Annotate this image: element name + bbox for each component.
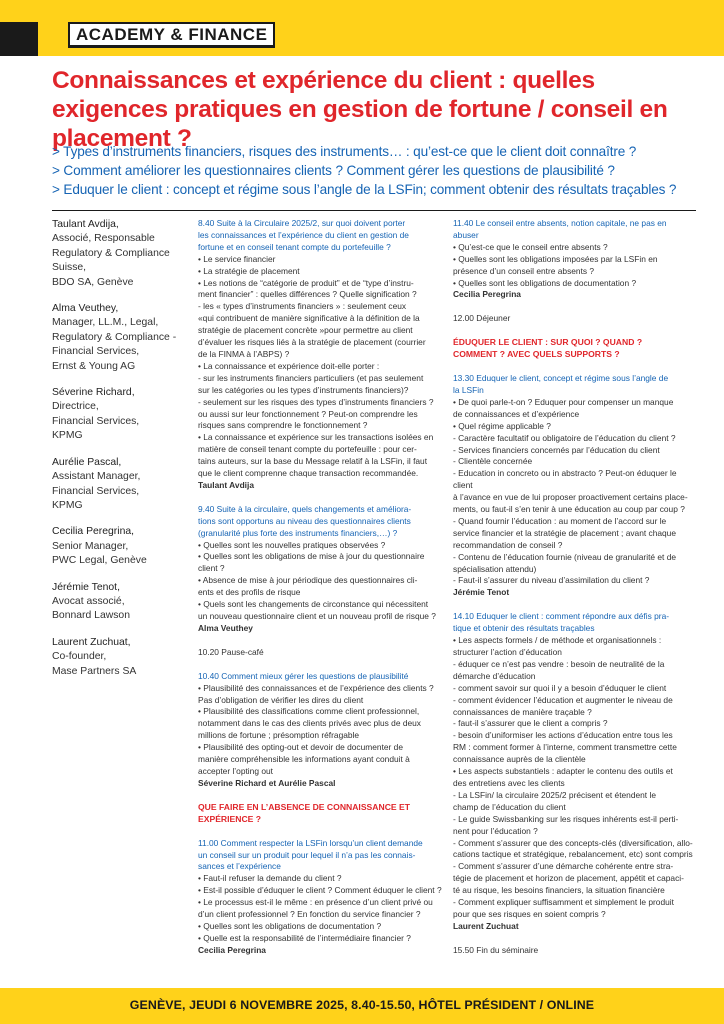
session-bullet-line: - Caractère facultatif ou obligatoire de l’éducation du client ?: [453, 432, 676, 443]
session-bullet-line: spécialisation attendu): [453, 563, 537, 574]
speaker-role-line: Financial Services,: [52, 415, 140, 427]
session-bullet-line: manière compréhensible les informations ayant conduit à: [198, 754, 410, 765]
session-bullet-line: structurer l’action d’éducation: [453, 647, 562, 657]
session-bullet-line: cations tactique et stratégique, rebalancement, etc) sont compris: [453, 849, 693, 860]
session-bullet-line: millions de fortune ; présomption réfragable: [198, 730, 360, 741]
session-bullet-line: - Comment expliquer suffisamment et simplement le produit: [453, 897, 674, 908]
session-bullet-line: • Quelles sont les obligations imposées par la LSFin en: [453, 253, 658, 264]
session-bullet-line: - besoin d’uniformiser les actions d’éducation entre tous les: [453, 730, 673, 741]
speaker-role-line: Associé, Responsable: [52, 233, 155, 245]
session-bullet-line: • Quelles sont les obligations de documentation ?: [198, 920, 382, 931]
session-title-line: 8.40 Suite à la Circulaire 2025/2, sur quoi doivent porter: [198, 218, 406, 228]
session-bullet-line: présence d’un conseil entre absents ?: [453, 265, 595, 276]
session-bullet-line: • Plausibilité des connaissances et de l’expérience des clients ?: [198, 682, 434, 693]
session-bullet-line: • De quoi parle-t-on ? Eduquer pour compenser un manque: [453, 396, 674, 407]
session-bullet-line: ou aussi sur leur fonctionnement ? Peut-on comprendre les: [198, 408, 418, 419]
session-bullet-line: RM : comment former à l’interne, comment transmettre cette: [453, 742, 677, 753]
session-bullet-line: que le client comprenne chaque transaction recommandée.: [198, 468, 419, 479]
session-bullet-line: • Quelles sont les obligations de mise à jour du questionnaire: [198, 551, 425, 562]
session-speaker: Taulant Avdija: [198, 479, 254, 490]
speaker-card: [52, 581, 192, 624]
session-speaker: Cecilia Peregrina: [453, 289, 521, 300]
speaker-name: Aurélie Pascal,: [52, 456, 122, 468]
speaker-card: [52, 636, 192, 679]
speaker-role-line: Regulatory & Compliance: [52, 247, 170, 259]
program-column-middle: [198, 218, 442, 969]
session-bullet-line: - éduquer ce n’est pas vendre : besoin de neutralité de la: [453, 658, 665, 669]
session-bullet-line: un nouveau questionnaire client et un nouveau profil de risque ?: [198, 611, 436, 621]
section-heading: [198, 802, 442, 826]
session-bullet-line: • Absence de mise à jour périodique des questionnaires cli-: [198, 575, 418, 586]
session-speaker: Jérémie Tenot: [453, 587, 510, 598]
section-heading-line: EXPÉRIENCE ?: [198, 813, 262, 824]
session-bullet-line: - Faut-il s’assurer du niveau d’assimilation du client ?: [453, 575, 650, 586]
session-title-line: 9.40 Suite à la circulaire, quels changements et améliora-: [198, 503, 412, 514]
session-bullet-line: démarche d’éducation: [453, 670, 536, 681]
speaker-name: Séverine Richard,: [52, 387, 135, 399]
program-column-right: [453, 218, 697, 969]
session-bullet-line: • Quelles sont les nouvelles pratiques observées ?: [198, 539, 386, 550]
break-item: 12.00 Déjeuner: [453, 313, 511, 324]
speaker-role-line: KPMG: [52, 499, 83, 511]
speaker-role-line: Co-founder,: [52, 651, 107, 663]
subtitle-item: > Comment améliorer les questionnaires clients ? Comment gérer les questions de plausibilité ?: [52, 163, 615, 179]
speaker-name: Taulant Avdija,: [52, 219, 119, 230]
session-bullet-line: • Les notions de “catégorie de produit” et de “type d’instru-: [198, 277, 414, 288]
session-block: [453, 611, 697, 932]
session-bullet-line: ents et des profils de risque: [198, 587, 301, 598]
session-bullet-line: • Quels sont les changements de circonstance qui nécessitent: [198, 599, 429, 610]
session-bullet-line: d’un client professionnel ? En fonction du service financier ?: [198, 909, 421, 920]
session-bullet-line: - La LSFin/ la circulaire 2025/2 précisent et étendent le: [453, 789, 656, 800]
speaker-role-line: Financial Services,: [52, 346, 140, 358]
session-bullet-line: sur les catégories ou les types d’instruments financiers)?: [198, 384, 409, 395]
speaker-role-line: BDO SA, Genève: [52, 276, 134, 288]
speaker-role-line: Suisse,: [52, 262, 87, 274]
session-bullet-line: connaissances de manière traçable ?: [453, 706, 592, 717]
session-bullet-line: - Education in concreto ou in abstracto ? Peut-on éduquer le client: [453, 468, 677, 491]
session-bullet-line: • Est-il possible d’éduquer le client ? Comment éduquer le client ?: [198, 885, 442, 896]
session-bullet-line: • Faut-il refuser la demande du client ?: [198, 873, 342, 884]
session-title-line: 13.30 Eduquer le client, concept et régime sous l’angle de: [453, 373, 669, 384]
subtitle-list: [52, 142, 722, 200]
session-bullet-line: • La connaissance et expérience doit-elle porter :: [198, 360, 380, 371]
session-bullet-line: - comment savoir sur quoi il y a besoin d’éduquer le client: [453, 682, 667, 693]
subtitle-item: > Types d’instruments financiers, risques des instruments… : qu’est-ce que le client doit connaître ?: [52, 144, 637, 159]
session-title-line: 11.40 Le conseil entre absents, notion capitale, ne pas en: [453, 218, 667, 228]
event-info: GENÈVE, JEUDI 6 NOVEMBRE 2025, 8.40-15.50, HÔTEL PRÉSIDENT / ONLINE: [129, 998, 595, 1012]
session-title-line: un conseil sur un produit pour lequel il n’a pas les connais-: [198, 849, 416, 860]
session-bullet-line: • Le service financier: [198, 253, 276, 264]
session-bullet-line: tains auteurs, sur la base du Message relatif à la LSFin, il faut: [198, 456, 428, 467]
section-heading-line: QUE FAIRE EN L’ABSENCE DE CONNAISSANCE ET: [198, 801, 411, 812]
speaker-role-line: Senior Manager,: [52, 540, 129, 552]
session-title-line: les connaissances et l’expérience du client en gestion de: [198, 229, 409, 240]
section-heading-line: ÉDUQUER LE CLIENT : SUR QUOI ? QUAND ?: [453, 337, 643, 348]
session-bullet-line: • La connaissance et expérience sur les transactions isolées en: [198, 432, 434, 443]
session-bullet-line: - comment évidencer l’éducation et augmenter le niveau de: [453, 694, 673, 705]
session-block: [453, 373, 697, 599]
session-bullet-line: - faut-il s’assurer que le client a compris ?: [453, 718, 608, 729]
session-bullet-line: ment financier” : quelles différences ? Quelle signification ?: [198, 289, 417, 300]
break-item: 10.20 Pause-café: [198, 646, 264, 657]
session-bullet-line: • Quel régime applicable ?: [453, 420, 551, 431]
session-block: [198, 218, 442, 492]
session-title-line: abuser: [453, 229, 479, 240]
speaker-card: [52, 386, 192, 444]
session-bullet-line: accepter l’opting out: [198, 765, 273, 776]
session-bullet-line: - Clientèle concernée: [453, 456, 533, 467]
session-bullet-line: • Qu’est-ce que le conseil entre absents ?: [453, 241, 608, 252]
session-bullet-line: des entretiens avec les clients: [453, 777, 565, 788]
session-title-line: tique et obtenir des résultats traçables: [453, 623, 595, 634]
speaker-role-line: PWC Legal, Genève: [52, 555, 147, 567]
session-bullet-line: notamment dans le cas des clients privés avec plus de deux: [198, 718, 421, 729]
session-bullet-line: - Le guide Swissbanking sur les risques inhérents est-il perti-: [453, 813, 679, 824]
speaker-name: Alma Veuthey,: [52, 303, 119, 315]
session-bullet-line: à l’avance en vue de lui proposer proactivement certains place-: [453, 492, 688, 503]
speaker-name: Jérémie Tenot,: [52, 581, 120, 593]
session-bullet-line: d’évaluer les risques liés à la stratégie de placement (courrier: [198, 337, 426, 348]
session-block: [198, 504, 442, 635]
speaker-name: Cecilia Peregrina,: [52, 526, 135, 538]
session-bullet-line: - les « types d’instruments financiers » : seulement ceux: [198, 301, 407, 312]
speaker-role-line: Ernst & Young AG: [52, 360, 136, 372]
session-bullet-line: - Services financiers concernés par l’éducation du client: [453, 444, 660, 455]
session-bullet-line: service financier et la stratégie de placement ; avant chaque: [453, 527, 676, 538]
session-speaker: Séverine Richard et Aurélie Pascal: [198, 777, 336, 788]
session-bullet-line: • Les aspects formels / de méthode et organisationnels :: [453, 635, 662, 646]
session-bullet-line: - Comment s’assurer que des concepts-clés (diversification, allo-: [453, 837, 693, 848]
speaker-card: [52, 456, 192, 514]
speaker-role-line: Financial Services,: [52, 485, 140, 497]
end-item: 15.50 Fin du séminaire: [453, 944, 539, 955]
session-bullet-line: • Quelles sont les obligations de documentation ?: [453, 277, 637, 288]
session-block: [198, 838, 442, 957]
session-title-line: 11.00 Comment respecter la LSFin lorsqu’un client demande: [198, 837, 423, 848]
session-bullet-line: stratégie de placement concrète »pour permettre au client: [198, 325, 413, 336]
session-title-line: fortune et en conseil tenant compte du portefeuille ?: [198, 241, 391, 252]
session-title-line: la LSFin: [453, 384, 484, 395]
header-black-block: [0, 22, 38, 56]
speaker-card: [52, 302, 192, 374]
session-title-line: 14.10 Eduquer le client : comment répondre aux défis pra-: [453, 611, 670, 622]
session-bullet-line: pour que ses risques en soient compris ?: [453, 908, 606, 919]
session-bullet-line: de la FINMA à l’ABPS) ?: [198, 348, 290, 359]
speaker-name: Laurent Zuchuat,: [52, 636, 131, 648]
speaker-card: [52, 525, 192, 568]
session-bullet-line: - sur les instruments financiers particuliers (et pas seulement: [198, 372, 424, 383]
session-bullet-line: • Plausibilité des classifications comme client professionnel,: [198, 706, 420, 717]
session-speaker: Alma Veuthey: [198, 622, 253, 633]
session-bullet-line: - Quand fournir l’éducation : au moment de l’accord sur le: [453, 515, 667, 526]
session-block: [198, 671, 442, 790]
speaker-card: [52, 218, 192, 290]
speaker-role-line: Directrice,: [52, 401, 99, 413]
session-bullet-line: té au risque, les besoins financiers, la situation financière: [453, 885, 665, 896]
section-heading: [453, 337, 697, 361]
session-bullet-line: recommandation de conseil ?: [453, 539, 563, 550]
session-bullet-line: client ?: [198, 563, 225, 574]
speakers-column: [52, 218, 192, 691]
session-bullet-line: risques sans comprendre le fonctionnement ?: [198, 420, 368, 431]
session-bullet-line: connaissance auprès de la clientèle: [453, 754, 586, 765]
speaker-role-line: Mase Partners SA: [52, 665, 137, 677]
session-bullet-line: - Comment s’assurer d’une démarche cohérente entre stra-: [453, 861, 674, 872]
speaker-role-line: Bonnard Lawson: [52, 610, 130, 622]
page-title: Connaissances et expérience du client : quelles exigences pratiques en gestion de fortune / conseil en placement ?: [52, 67, 668, 152]
session-title-line: tions sont opportuns au niveau des questionnaires clients: [198, 515, 411, 526]
divider: [52, 210, 696, 211]
session-title-line: 10.40 Comment mieux gérer les questions de plausibilité: [198, 670, 409, 681]
section-label: ACADEMY & FINANCE: [68, 22, 275, 48]
session-bullet-line: de connaissances et d’expérience: [453, 408, 580, 419]
session-bullet-line: - Contenu de l’éducation fournie (niveau de granularité et de: [453, 551, 677, 562]
session-bullet-line: nent pour l’éducation ?: [453, 825, 538, 836]
session-bullet-line: • Le processus est-il le même : en présence d’un client privé ou: [198, 897, 433, 908]
section-heading-line: COMMENT ? AVEC QUELS SUPPORTS ?: [453, 349, 620, 360]
session-bullet-line: ments, ou faut-il s’en tenir à une éducation au coup par coup ?: [453, 504, 685, 515]
speaker-role-line: Avocat associé,: [52, 595, 125, 607]
session-bullet-line: tégie de placement et horizon de placement, appétit et capaci-: [453, 873, 684, 884]
session-block: [453, 218, 697, 301]
session-title-line: sances et l’expérience: [198, 861, 281, 872]
session-bullet-line: matière de conseil tenant compte du portefeuille : pour cer-: [198, 444, 417, 455]
speaker-role-line: KPMG: [52, 430, 83, 442]
session-speaker: Laurent Zuchuat: [453, 920, 519, 931]
session-bullet-line: Pas d’obligation de vérifier les dires du client: [198, 694, 364, 705]
footer-band: [0, 988, 724, 1024]
speaker-role-line: Assistant Manager,: [52, 471, 141, 483]
speaker-role-line: Regulatory & Compliance -: [52, 331, 177, 343]
speaker-role-line: Manager, LL.M., Legal,: [52, 317, 159, 329]
session-bullet-line: - seulement sur les risques des types d’instruments financiers ?: [198, 396, 434, 407]
subtitle-item: > Eduquer le client : concept et régime sous l’angle de la LSFin; comment obtenir des résultats traçables ?: [52, 182, 677, 198]
session-speaker: Cecilia Peregrina: [198, 944, 266, 955]
header-band: [0, 0, 724, 56]
session-title-line: (granularité plus forte des instruments financiers,…) ?: [198, 527, 398, 538]
session-bullet-line: «qui contribuent de manière significative à la définition de la: [198, 313, 420, 324]
session-bullet-line: • La stratégie de placement: [198, 265, 300, 276]
session-bullet-line: champ de l’éducation du client: [453, 801, 566, 812]
session-bullet-line: • Les aspects substantiels : adapter le contenu des outils et: [453, 766, 673, 777]
session-bullet-line: • Plausibilité des opting-out et devoir de documenter de: [198, 742, 403, 753]
session-bullet-line: • Quelle est la responsabilité de l’intermédiaire financier ?: [198, 932, 411, 943]
